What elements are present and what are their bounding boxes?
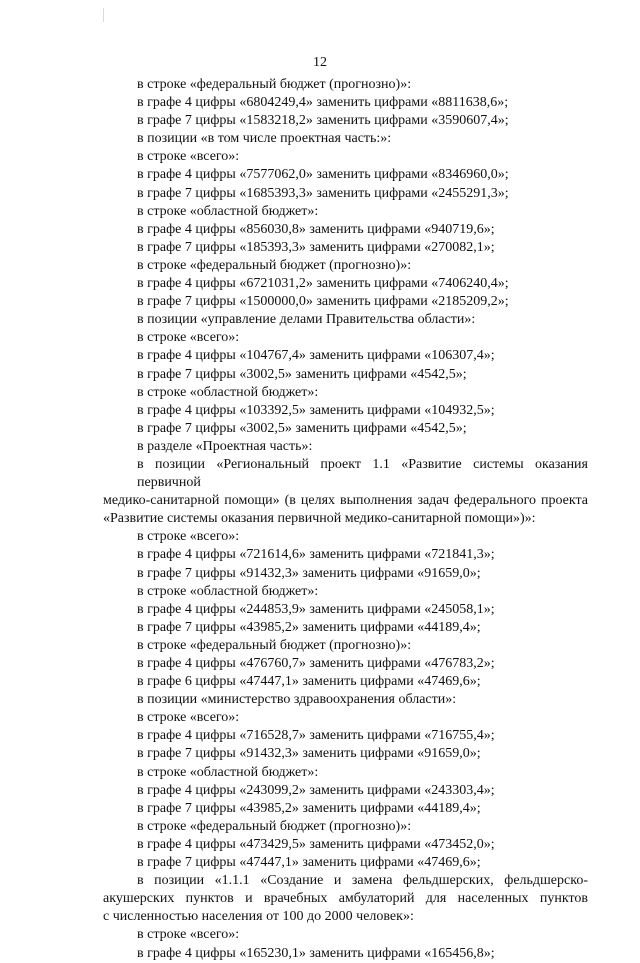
text-line: в графе 4 цифры «165230,1» заменить цифрами «165456,8»; <box>137 945 495 961</box>
text-line: в графе 7 цифры «1500000,0» заменить цифрами «2185209,2»; <box>137 294 509 310</box>
text-line: в строке «всего»: <box>137 529 240 545</box>
text-line: в строке «всего»: <box>137 330 240 346</box>
text-line: в позиции «министерство здравоохранения области»: <box>137 692 457 708</box>
text-line: в строке «областной бюджет»: <box>137 203 319 219</box>
text-line: акушерских пунктов и врачебных амбулаторий для населенных пунктов <box>103 891 588 907</box>
text-line: в графе 4 цифры «244853,9» заменить цифрами «245058,1»; <box>137 601 495 617</box>
text-line: в строке «всего»: <box>137 149 240 165</box>
text-line: с численностью населения от 100 до 2000 человек»: <box>103 909 414 925</box>
text-line: в графе 7 цифры «185393,3» заменить цифрами «270082,1»; <box>137 239 495 255</box>
text-line: в графе 4 цифры «103392,5» заменить цифрами «104932,5»; <box>137 402 495 418</box>
text-line: в строке «федеральный бюджет (прогнозно)»: <box>137 637 412 653</box>
text-line: «Развитие системы оказания первичной медико-санитарной помощи»)»: <box>103 511 536 527</box>
text-line: в позиции «1.1.1 «Создание и замена фельдшерских, фельдшерско- <box>137 873 588 889</box>
text-line: в строке «всего»: <box>137 710 240 726</box>
text-line: в графе 7 цифры «3002,5» заменить цифрами «4542,5»; <box>137 420 467 436</box>
text-line: в разделе «Проектная часть»: <box>137 438 313 454</box>
text-line: в графе 7 цифры «3002,5» заменить цифрами «4542,5»; <box>137 366 467 382</box>
text-line: в строке «областной бюджет»: <box>137 583 319 599</box>
margin-mark <box>103 8 104 22</box>
text-line: в графе 7 цифры «47447,1» заменить цифрами «47469,6»; <box>137 855 481 871</box>
text-line: в графе 4 цифры «243099,2» заменить цифрами «243303,4»; <box>137 782 495 798</box>
text-line: в строке «областной бюджет»: <box>137 764 319 780</box>
text-line: в графе 7 цифры «91432,3» заменить цифрами «91659,0»; <box>137 746 481 762</box>
text-line: в позиции «в том числе проектная часть:»: <box>137 131 392 147</box>
text-line: в графе 4 цифры «856030,8» заменить цифрами «940719,6»; <box>137 221 495 237</box>
text-line: медико-санитарной помощи» (в целях выполнения задач федерального проекта <box>103 493 588 509</box>
text-line: в строке «федеральный бюджет (прогнозно)»: <box>137 257 412 273</box>
text-line: в графе 4 цифры «716528,7» заменить цифрами «716755,4»; <box>137 728 495 744</box>
text-line: в строке «федеральный бюджет (прогнозно)»: <box>137 77 412 92</box>
text-line: в графе 7 цифры «43985,2» заменить цифрами «44189,4»; <box>137 619 481 635</box>
text-line: в позиции «Региональный проект 1.1 «Развитие системы оказания первичной <box>137 456 588 491</box>
text-line: в графе 4 цифры «6804249,4» заменить цифрами «8811638,6»; <box>137 95 509 111</box>
text-line: в строке «федеральный бюджет (прогнозно)»: <box>137 818 412 834</box>
text-line: в графе 4 цифры «7577062,0» заменить цифрами «8346960,0»; <box>137 167 509 183</box>
text-line: в графе 4 цифры «104767,4» заменить цифрами «106307,4»; <box>137 348 495 364</box>
text-line: в позиции «управление делами Правительства области»: <box>137 312 476 328</box>
text-line: в графе 6 цифры «47447,1» заменить цифрами «47469,6»; <box>137 674 481 690</box>
text-line: в графе 4 цифры «6721031,2» заменить цифрами «7406240,4»; <box>137 276 509 292</box>
text-line: в строке «областной бюджет»: <box>137 384 319 400</box>
text-line: в графе 4 цифры «473429,5» заменить цифрами «473452,0»; <box>137 836 495 852</box>
text-line: в графе 4 цифры «476760,7» заменить цифрами «476783,2»; <box>137 656 495 671</box>
text-line: в строке «всего»: <box>137 927 240 943</box>
text-line: в графе 7 цифры «91432,3» заменить цифрами «91659,0»; <box>137 565 481 581</box>
text-line: в графе 7 цифры «43985,2» заменить цифрами «44189,4»; <box>137 800 481 816</box>
text-line: в графе 7 цифры «1583218,2» заменить цифрами «3590607,4»; <box>137 113 509 129</box>
text-line: в графе 4 цифры «721614,6» заменить цифрами «721841,3»; <box>137 547 495 563</box>
page-number: 12 <box>313 55 327 70</box>
text-line: в графе 7 цифры «1685393,3» заменить цифрами «2455291,3»; <box>137 185 509 201</box>
document-body <box>103 76 588 963</box>
